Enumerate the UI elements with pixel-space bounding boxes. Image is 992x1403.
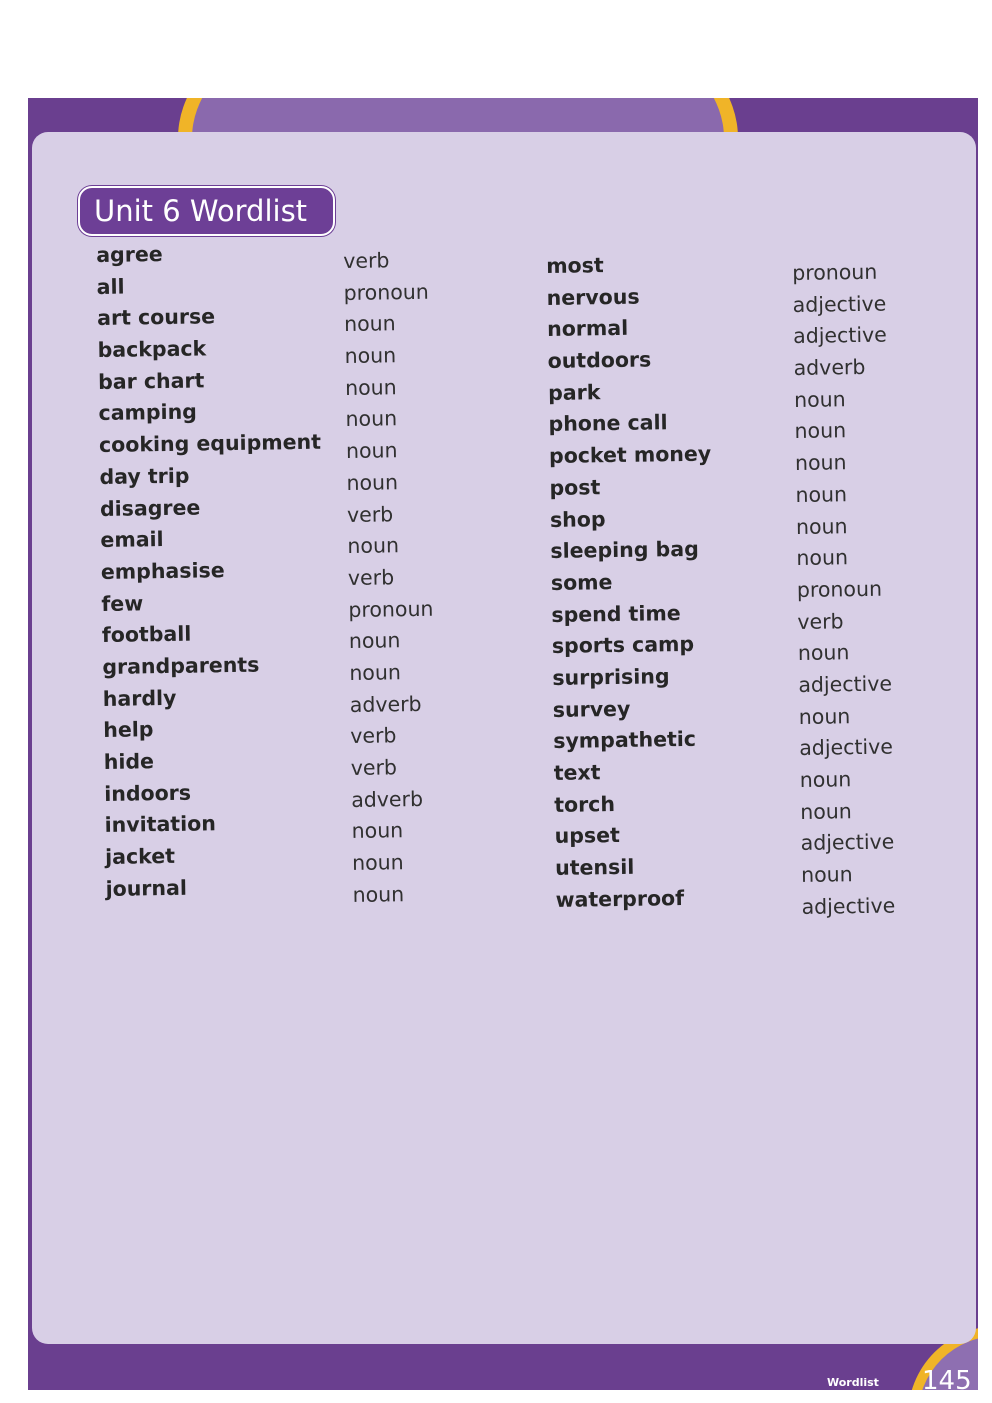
page-title: Unit 6 Wordlist — [78, 186, 335, 236]
wordlist-part-of-speech: noun — [800, 862, 853, 887]
part-of-speech-column-left — [343, 245, 438, 912]
page-number: 145 — [922, 1366, 972, 1396]
wordlist-word: some — [550, 569, 613, 595]
wordlist-part-of-speech: verb — [343, 248, 390, 273]
wordlist-word: sympathetic — [553, 727, 697, 754]
wordlist-word: hide — [103, 749, 155, 774]
wordlist-part-of-speech: adjective — [799, 734, 894, 761]
wordlist-word: waterproof — [555, 885, 685, 912]
wordlist-part-of-speech: noun — [343, 311, 396, 337]
wordlist-part-of-speech: pronoun — [343, 279, 429, 305]
wordlist-part-of-speech: noun — [344, 343, 397, 369]
wordlist-word: agree — [96, 242, 163, 267]
wordlist-word: art course — [96, 304, 216, 331]
wordlist-word: shop — [549, 506, 606, 532]
wordlist-part-of-speech: adjective — [801, 893, 896, 919]
wordlist-part-of-speech: adjective — [798, 671, 893, 697]
wordlist-word: park — [547, 379, 601, 405]
wordlist-part-of-speech: noun — [793, 386, 846, 412]
wordlist-part-of-speech: adjective — [792, 322, 887, 349]
wordlist-part-of-speech: noun — [800, 798, 852, 824]
wordlist-part-of-speech: verb — [346, 501, 394, 527]
wordlist-part-of-speech: noun — [351, 850, 404, 875]
wordlist-word: post — [549, 475, 601, 500]
wordlist-part-of-speech: noun — [797, 640, 850, 666]
wordlist-part-of-speech: adverb — [351, 786, 424, 812]
wordlist-part-of-speech: verb — [350, 755, 398, 780]
wordlist-part-of-speech: verb — [350, 723, 397, 749]
wordlist-part-of-speech: adverb — [793, 354, 866, 381]
wordlist-word: jacket — [104, 843, 176, 869]
wordlist-word: nervous — [546, 284, 640, 310]
wordlist-part-of-speech: noun — [352, 881, 405, 907]
wordlist-part-of-speech: adjective — [792, 291, 887, 317]
wordlist-word: sleeping bag — [550, 536, 699, 564]
wordlist-part-of-speech: noun — [344, 374, 397, 400]
wordlist-word: most — [546, 253, 604, 278]
wordlist-word: cooking equipment — [98, 429, 322, 458]
word-column-left — [96, 237, 328, 906]
wordlist-word: upset — [554, 823, 621, 849]
wordlist-part-of-speech: noun — [345, 406, 398, 432]
wordlist-word: disagree — [99, 494, 201, 521]
wordlist-word: outdoors — [547, 347, 652, 374]
wordlist-word: all — [96, 274, 125, 299]
part-of-speech-column-right — [792, 257, 896, 924]
wordlist-word: sports camp — [551, 632, 695, 659]
word-column-right — [546, 249, 718, 917]
wordlist-word: grandparents — [102, 652, 260, 679]
wordlist-word: indoors — [104, 780, 192, 806]
wordlist-part-of-speech: noun — [794, 418, 847, 444]
wordlist-word: email — [100, 527, 164, 553]
wordlist-word: invitation — [104, 811, 217, 838]
wordlist-part-of-speech: pronoun — [796, 576, 883, 602]
wordlist-part-of-speech: adjective — [800, 829, 895, 856]
wordlist-word: emphasise — [100, 558, 225, 584]
wordlist-part-of-speech: noun — [346, 470, 399, 495]
footer-section-label: Wordlist — [827, 1376, 879, 1389]
wordlist-part-of-speech: noun — [351, 818, 404, 844]
wordlist-word: bar chart — [97, 368, 205, 394]
wordlist-word: pocket money — [548, 441, 712, 469]
wordlist-word: camping — [98, 399, 198, 426]
wordlist-part-of-speech: noun — [798, 703, 851, 729]
wordlist-word: hardly — [102, 685, 177, 711]
wordlist-part-of-speech: verb — [797, 608, 844, 634]
wordlist-part-of-speech: adverb — [349, 691, 422, 717]
wordlist-word: help — [103, 717, 154, 743]
wordlist-word: day trip — [99, 463, 190, 489]
wordlist-part-of-speech: noun — [349, 660, 402, 685]
wordlist-part-of-speech: noun — [347, 533, 400, 559]
wordlist-part-of-speech: pronoun — [348, 596, 434, 622]
wordlist-part-of-speech: noun — [795, 482, 848, 507]
wordlist-word: backpack — [97, 336, 207, 363]
wordlist-part-of-speech: pronoun — [792, 259, 878, 285]
wordlist-part-of-speech: noun — [796, 545, 849, 571]
wordlist-word: few — [101, 590, 144, 616]
wordlist-word: torch — [554, 791, 616, 817]
wordlist-part-of-speech: verb — [347, 565, 395, 590]
wordlist-word: surprising — [552, 664, 670, 690]
wordlist-word: utensil — [554, 854, 635, 880]
wordlist-part-of-speech: noun — [794, 450, 847, 476]
wordlist-word: normal — [546, 316, 629, 342]
wordlist-part-of-speech: noun — [799, 767, 852, 792]
wordlist-part-of-speech: noun — [345, 438, 398, 464]
wordlist-word: spend time — [551, 600, 681, 627]
wordlist-word: journal — [105, 875, 188, 901]
wordlist-word: survey — [552, 696, 631, 722]
wordlist-word: football — [101, 621, 192, 648]
wordlist-part-of-speech: noun — [348, 628, 401, 654]
wordlist-part-of-speech: noun — [795, 513, 848, 539]
wordlist-word: text — [553, 760, 601, 785]
wordlist-word: phone call — [548, 410, 668, 437]
